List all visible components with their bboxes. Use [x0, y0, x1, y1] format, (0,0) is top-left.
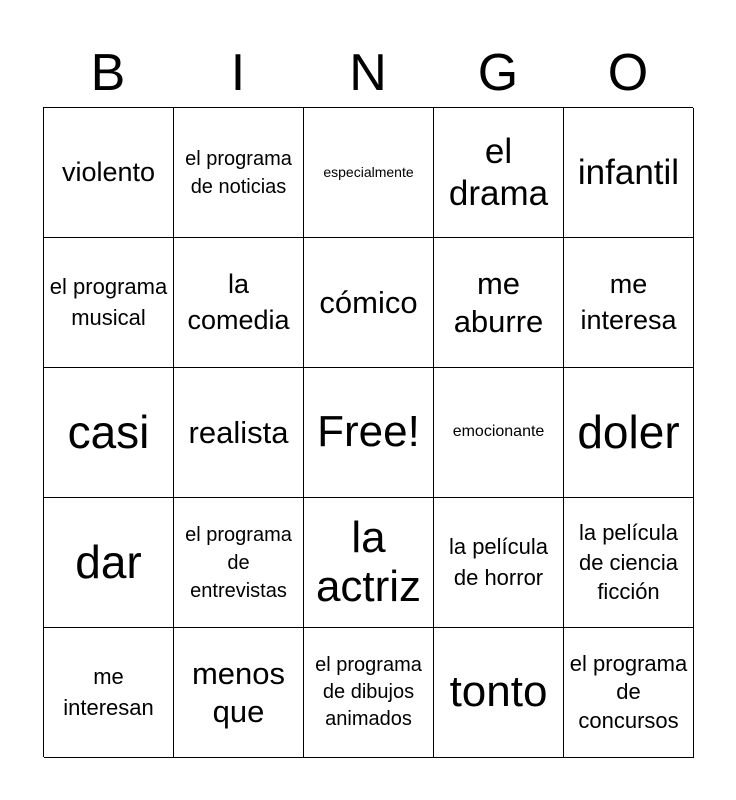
bingo-cell[interactable] — [44, 498, 174, 628]
bingo-cell[interactable] — [304, 238, 434, 368]
cell-text: cómico — [319, 284, 418, 320]
bingo-cell[interactable] — [564, 238, 694, 368]
cell-text: violento — [61, 156, 156, 187]
cell-text: infantil — [577, 152, 680, 192]
bingo-cell[interactable] — [564, 368, 694, 498]
cell-text: especialmente — [323, 164, 414, 181]
cell-text: el programa de entrevistas — [185, 523, 292, 602]
cell-text: el programa de noticias — [185, 147, 292, 198]
cell-text: dar — [75, 536, 142, 589]
bingo-cell[interactable] — [174, 108, 304, 238]
cell-text: menos que — [191, 656, 286, 729]
cell-text: la comedia — [187, 269, 290, 335]
cell-text: doler — [577, 406, 680, 459]
bingo-cell[interactable] — [304, 628, 434, 758]
bingo-cell[interactable] — [44, 628, 174, 758]
cell-text: la película de horror — [448, 533, 549, 590]
bingo-cell[interactable] — [174, 628, 304, 758]
cell-text: Free! — [317, 407, 420, 457]
bingo-cell[interactable] — [434, 628, 564, 758]
cell-text: casi — [67, 406, 150, 459]
cell-text: la actriz — [315, 513, 422, 611]
header-letter-o: O — [607, 44, 649, 102]
cell-text: la película de ciencia ficción — [578, 519, 679, 605]
bingo-cell[interactable] — [304, 108, 434, 238]
bingo-cell[interactable] — [44, 368, 174, 498]
bingo-cell[interactable] — [304, 498, 434, 628]
header-letter-i: I — [230, 44, 246, 102]
bingo-cell[interactable] — [174, 498, 304, 628]
bingo-header — [43, 40, 693, 106]
bingo-cell[interactable] — [564, 628, 694, 758]
cell-text: el programa de dibujos animados — [315, 654, 422, 730]
cell-text: emocionante — [452, 423, 545, 441]
bingo-cell[interactable] — [434, 108, 564, 238]
cell-text: realista — [188, 414, 289, 450]
cell-text: me aburre — [453, 266, 544, 339]
bingo-cell[interactable] — [174, 238, 304, 368]
header-letter-b: B — [90, 44, 126, 102]
free-space[interactable] — [304, 368, 434, 498]
bingo-board — [43, 107, 693, 757]
bingo-cell[interactable] — [434, 238, 564, 368]
bingo-cell[interactable] — [564, 498, 694, 628]
bingo-cell[interactable] — [44, 108, 174, 238]
cell-text: el programa de concursos — [569, 650, 688, 733]
header-letter-n: N — [349, 44, 387, 102]
header-letter-g: G — [477, 44, 519, 102]
bingo-cell[interactable] — [434, 498, 564, 628]
bingo-cell[interactable] — [564, 108, 694, 238]
cell-text: me interesa — [580, 269, 677, 335]
bingo-cell[interactable] — [434, 368, 564, 498]
cell-text: me interesan — [63, 663, 154, 720]
bingo-cell[interactable] — [174, 368, 304, 498]
cell-text: el programa musical — [49, 273, 168, 330]
cell-text: el drama — [448, 131, 549, 213]
cell-text: tonto — [449, 667, 548, 717]
bingo-cell[interactable] — [44, 238, 174, 368]
